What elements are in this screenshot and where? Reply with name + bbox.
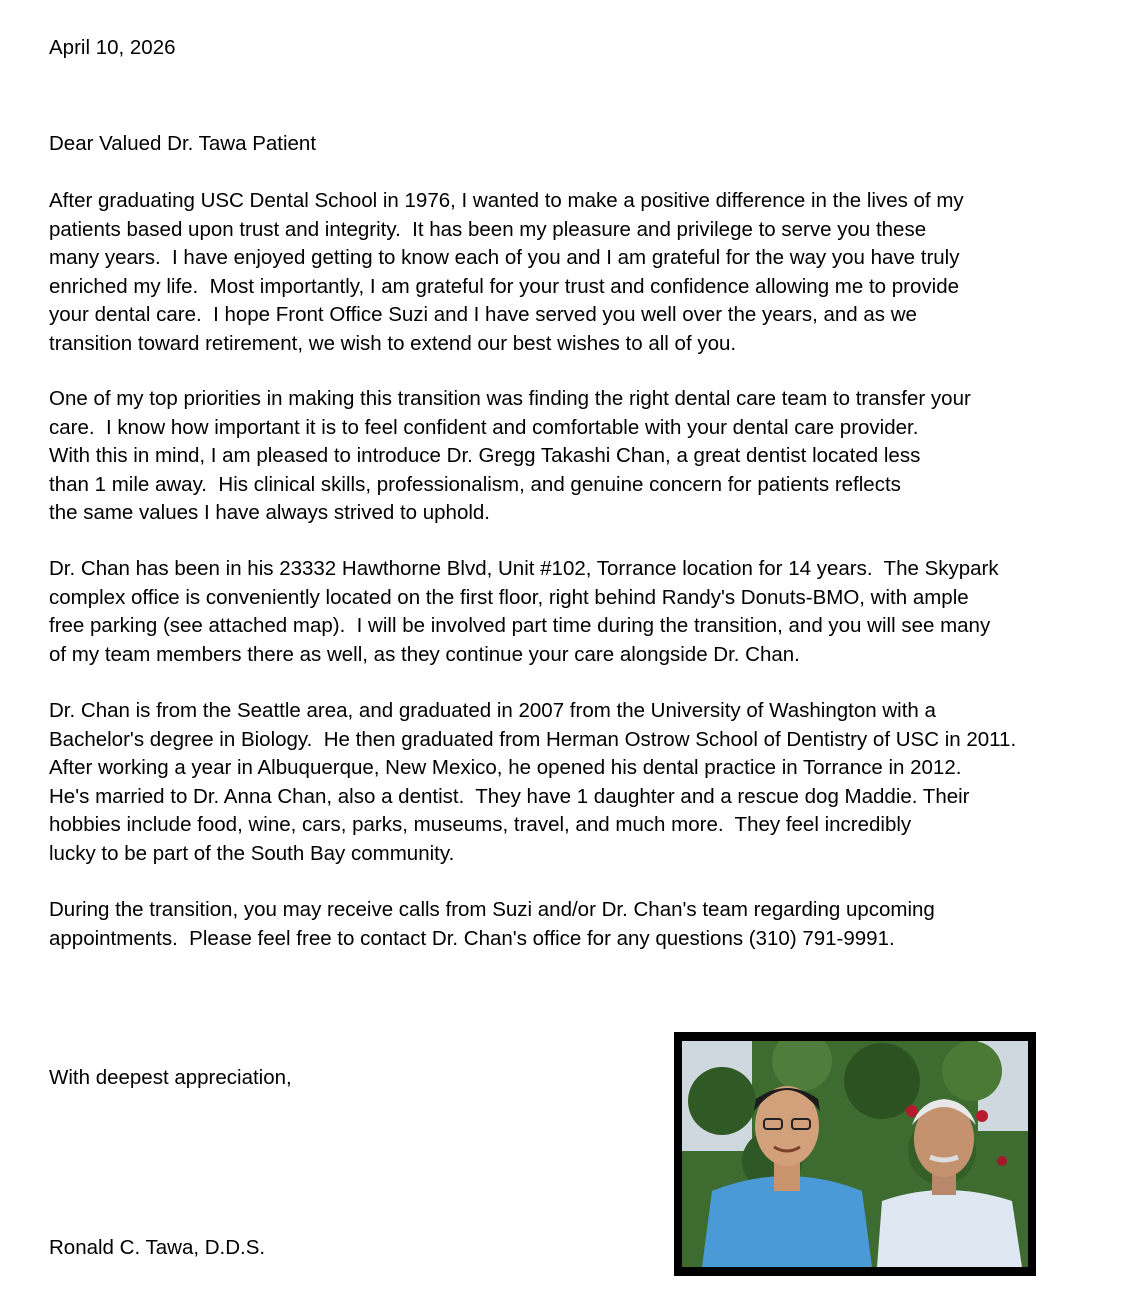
paragraph-line: After graduating USC Dental School in 1976, I wanted to make a positive difference in the lives of my [49, 189, 964, 212]
paragraph-line: With this in mind, I am pleased to introduce Dr. Gregg Takashi Chan, a great dentist located less [49, 444, 921, 467]
paragraph-line: the same values I have always strived to uphold. [49, 501, 490, 524]
paragraph-line: your dental care. I hope Front Office Suzi and I have served you well over the years, and as we [49, 303, 917, 326]
photo-frame [674, 1032, 1036, 1276]
paragraph-line: Dr. Chan is from the Seattle area, and graduated in 2007 from the University of Washington with a [49, 699, 936, 722]
paragraph-line: patients based upon trust and integrity. It has been my pleasure and privilege to serve you these [49, 217, 927, 241]
closing: With deepest appreciation, [49, 1066, 292, 1089]
paragraph-line: hobbies include food, wine, cars, parks, museums, travel, and much more. They feel incredibly [49, 813, 912, 836]
letter-paragraph [49, 697, 1139, 868]
letter-paragraph [49, 385, 1139, 528]
paragraph-line: many years. I have enjoyed getting to know each of you and I am grateful for the way you have truly [49, 246, 960, 269]
paragraph-line: lucky to be part of the South Bay community. [49, 841, 455, 865]
paragraph-line: care. I know how important it is to feel confident and comfortable with your dental care provider. [49, 415, 919, 439]
salutation: Dear Valued Dr. Tawa Patient [49, 132, 317, 155]
paragraph-line: After working a year in Albuquerque, New Mexico, he opened his dental practice in Torrance in 2012. [49, 756, 962, 779]
paragraph-line: than 1 mile away. His clinical skills, professionalism, and genuine concern for patients reflects [49, 472, 901, 496]
letter-paragraph [49, 896, 1139, 953]
paragraph-line: He's married to Dr. Anna Chan, also a dentist. They have 1 daughter and a rescue dog Maddie. Their [49, 784, 970, 808]
paragraph-line: free parking (see attached map). I will be involved part time during the transition, and you will see many [49, 614, 991, 637]
paragraph-line: Bachelor's degree in Biology. He then graduated from Herman Ostrow School of Dentistry of USC in 2011. [49, 727, 1017, 751]
letter-paragraph [49, 187, 1139, 358]
paragraph-line: transition toward retirement, we wish to extend our best wishes to all of you. [49, 331, 737, 355]
portrait-photo [682, 1041, 1028, 1267]
paragraph-line: enriched my life. Most importantly, I am grateful for your trust and confidence allowing me to provide [49, 274, 960, 298]
signature: Ronald C. Tawa, D.D.S. [49, 1236, 266, 1259]
paragraph-line: appointments. Please feel free to contact Dr. Chan's office for any questions (310) 791-9991. [49, 926, 895, 950]
paragraph-line: complex office is conveniently located on the first floor, right behind Randy's Donuts-BMO, with ample [49, 585, 969, 609]
paragraph-line: of my team members there as well, as they continue your care alongside Dr. Chan. [49, 642, 800, 666]
paragraph-line: During the transition, you may receive calls from Suzi and/or Dr. Chan's team regarding upcoming [49, 898, 935, 921]
letter-date: April 10, 2026 [49, 36, 176, 59]
paragraph-line: One of my top priorities in making this transition was finding the right dental care team to transfer your [49, 387, 971, 410]
paragraph-line: Dr. Chan has been in his 23332 Hawthorne Blvd, Unit #102, Torrance location for 14 years. The Skypark [49, 557, 999, 580]
letter-paragraph [49, 555, 1139, 669]
